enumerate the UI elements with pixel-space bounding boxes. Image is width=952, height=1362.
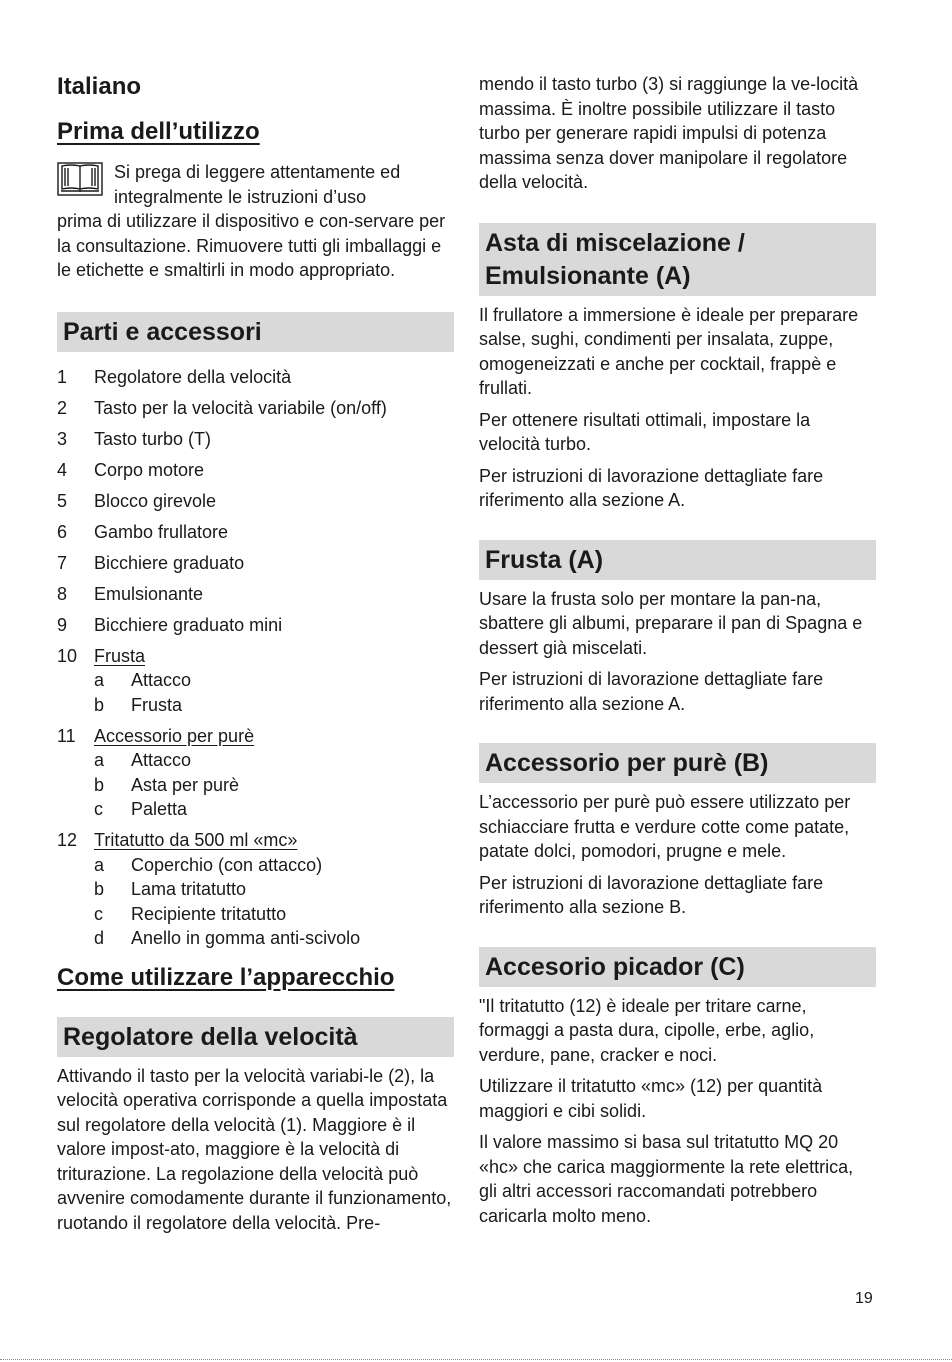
masher-text-2: Per istruzioni di lavorazione dettagliate fare riferimento alla sezione B. [479,872,824,917]
masher-text-1: L’accessorio per purè può essere utilizzato per schiacciare frutta e verdure cotte come patate, patate dolci, pomodori, prugne e mele. [479,792,851,861]
list-item: 6 Gambo frullatore [57,521,229,542]
chopper-text-3: Il valore massimo si basa sul tritatutto MQ 20 «hc» che carica maggiormente la rete elettrica, gli altri accessori raccomandati potrebbero caricarla molto meno. [479,1132,854,1226]
list-item: 2 Tasto per la velocità variabile (on/off) [57,397,387,418]
intro-line-2: integralmente le istruzioni d’uso [114,186,367,207]
blender-text-3: Per istruzioni di lavorazione dettagliate fare riferimento alla sezione A. [479,465,824,510]
whisk-heading: Frusta (A) [479,540,876,580]
masher-heading: Accessorio per purè (B) [479,743,876,783]
before-use-heading: Prima dell’utilizzo [57,118,260,145]
parts-heading: Parti e accessori [57,312,454,352]
how-to-heading: Come utilizzare l’apparecchio [57,963,395,991]
chopper-text-1: "Il tritatutto (12) è ideale per tritare carne, formaggi a pasta dura, cipolle, erbe, aglio, verdure, pane, cracker e noci. [479,995,815,1065]
open-book-icon [57,162,103,196]
list-item: 8 Emulsionante [57,583,204,604]
whisk-text-2: Per istruzioni di lavorazione dettagliate fare riferimento alla sezione A. [479,669,824,714]
blender-text-2: Per ottenere risultati ottimali, impostare la velocità turbo. [479,409,811,454]
page-number: 19 [855,1290,873,1307]
list-item: 9 Bicchiere graduato mini [57,614,283,635]
page-edge-rule [0,1359,952,1360]
chopper-text-2: Utilizzare il tritatutto «mc» (12) per quantità maggiori e cibi solidi. [479,1076,823,1121]
speed-heading: Regolatore della velocità [57,1017,454,1057]
blender-text-1: Il frullatore a immersione è ideale per preparare salse, sughi, condimenti per insalata, zuppe, omogeneizzati e anche per cocktail, frappè e frullati. [479,304,859,398]
speed-text: Attivando il tasto per la velocità variabi-le (2), la velocità operativa corrisponde a quella impostata sul regolatore della velocità (1). Maggiore è il valore impost-ato, maggiore è la velocità di triturazione. La regolazione della velocità può avvenire comodamente durante il funzionamento, ruotando il regolatore della velocità. Pre- [57,1065,452,1233]
list-item: 7 Bicchiere graduato [57,552,245,573]
left-column [57,72,454,1242]
list-item: 12 Tritatutto da 500 ml «mc» a Coperchio (con attacco) b Lama tritatutto c Recipiente tritatutto d Anello in gomma anti-scivolo [57,830,361,948]
intro-section [57,160,454,283]
parts-list [57,365,454,951]
whisk-text-1: Usare la frusta solo per montare la pan-na, sbattere gli albumi, preparare il pan di Spagna e dessert già miscelati. [479,588,863,658]
list-item: 4 Corpo motore [57,459,205,480]
list-item: 10 Frusta a Attacco b Frusta [57,645,192,715]
list-item: 11 Accessorio per purè a Attacco b Asta per purè c Paletta [57,725,255,819]
list-item: 3 Tasto turbo (T) [57,428,212,449]
intro-line-1: Si prega di leggere attentamente ed [114,162,401,182]
blender-heading: Asta di miscelazione / Emulsionante (A) [479,223,876,296]
list-item: 1 Regolatore della velocità [57,366,292,387]
speed-text-continued: mendo il tasto turbo (3) si raggiunge la ve-locità massima. È inoltre possibile utilizzare il tasto turbo per generare rapidi impulsi di potenza massima senza dover manipolare il regolatore della velocità. [479,74,859,192]
language-heading: Italiano [57,73,142,100]
list-item: 5 Blocco girevole [57,490,217,511]
chopper-heading: Accesorio picador (C) [479,947,876,987]
right-column [479,72,876,1235]
intro-text: prima di utilizzare il dispositivo e con-servare per la consultazione. Rimuovere tutti gli imballaggi e le etichette e smaltirli in modo appropriato. [57,211,446,280]
